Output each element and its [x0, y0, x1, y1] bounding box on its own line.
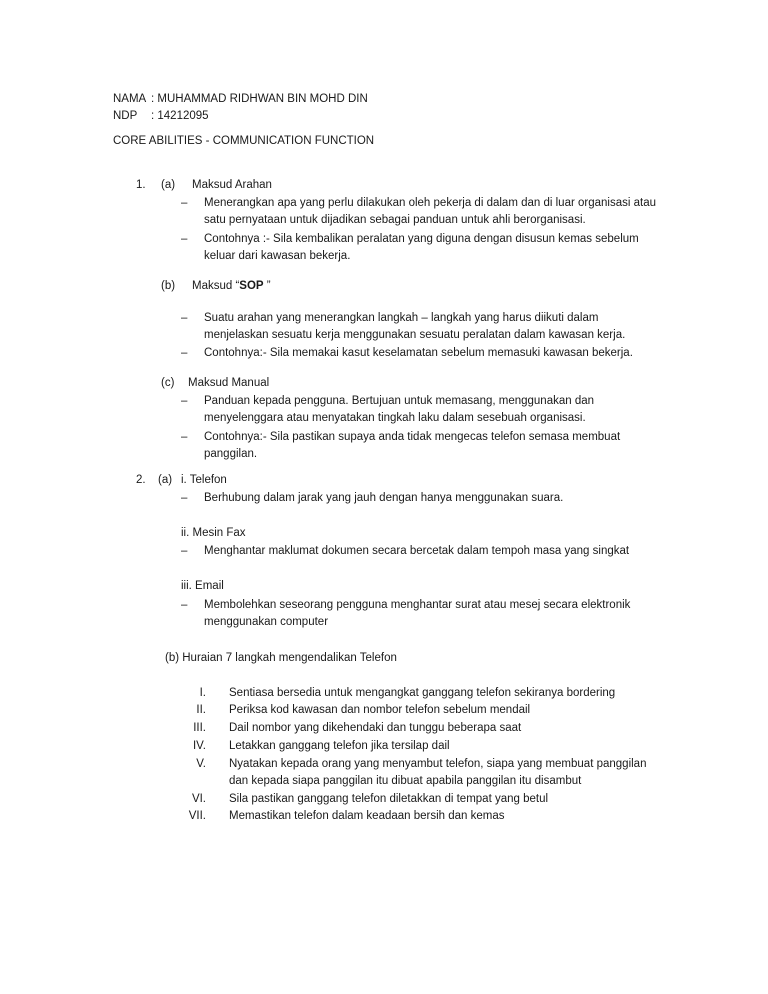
step-text: Dail nombor yang dikehendaki dan tunggu beberapa saat	[229, 722, 522, 734]
q2-number: 2.	[136, 474, 146, 486]
step-text: Sentiasa bersedia untuk mengangkat ganggang telefon sekiranya bordering	[229, 687, 616, 699]
step-text: Sila pastikan ganggang telefon diletakkan di tempat yang betul	[229, 793, 549, 805]
q1c-bullet1-line2: menyelenggara atau menyatakan tingkah laku dalam sesebuah organisasi.	[204, 412, 586, 424]
q1c-bullet1-line1: Panduan kepada pengguna. Bertujuan untuk memasang, menggunakan dan	[204, 395, 595, 407]
step-number: IV.	[192, 740, 206, 752]
q1a-bullet1-line1: Menerangkan apa yang perlu dilakukan oleh pekerja di dalam dan di luar organisasi atau	[204, 197, 656, 209]
q1b-bullet1-line1: Suatu arahan yang menerangkan langkah – langkah yang harus diikuti dalam	[204, 312, 599, 324]
q2a-iii-bullet1-line1: Membolehkan seseorang pengguna menghantar surat atau mesej secara elektronik	[204, 599, 631, 611]
bullet-dash: –	[181, 492, 188, 504]
q1a-title-bold: Arahan	[234, 179, 272, 191]
bullet-dash: –	[181, 197, 188, 209]
bullet-dash: –	[181, 347, 188, 359]
step-text: dan kepada siapa panggilan itu dibuat apabila panggilan itu disambut	[229, 775, 582, 787]
q1a-bullet2-line1: Contohnya :- Sila kembalikan peralatan yang diguna dengan disusun kemas sebelum	[204, 233, 639, 245]
q1a-title-prefix: Maksud	[192, 179, 233, 191]
bullet-dash: –	[181, 312, 188, 324]
bullet-dash: –	[181, 599, 188, 611]
q1b-title-bold: SOP	[239, 280, 264, 292]
q2a-ii-bullet1: Menghantar maklumat dokumen secara bercetak dalam tempoh masa yang singkat	[204, 545, 630, 557]
q1a-bullet1-line2: satu pernyataan untuk dijadikan sebagai panduan untuk ahli berorganisasi.	[204, 214, 586, 226]
step-number: III.	[193, 722, 206, 734]
q1a-title	[192, 178, 272, 192]
q2a-i-bullet1: Berhubung dalam jarak yang jauh dengan hanya menggunakan suara.	[204, 492, 564, 504]
step-number: I.	[199, 687, 206, 699]
q2a-iii-bullet1-line2: menggunakan computer	[204, 616, 329, 628]
q2a-i-title: i. Telefon	[181, 474, 227, 486]
step-text: Memastikan telefon dalam keadaan bersih dan kemas	[229, 810, 505, 822]
bullet-dash: –	[181, 545, 188, 557]
step-text: Periksa kod kawasan dan nombor telefon sebelum mendail	[229, 704, 531, 716]
q1a-mark: (a)	[161, 179, 176, 191]
q1-number: 1.	[136, 179, 146, 191]
q2a-ii-title: ii. Mesin Fax	[181, 527, 246, 539]
q1c-bullet2-line1: Contohnya:- Sila pastikan supaya anda tidak mengecas telefon semasa membuat	[204, 431, 621, 443]
bullet-dash: –	[181, 233, 188, 245]
step-number: VI.	[191, 793, 206, 805]
bullet-dash: –	[181, 395, 188, 407]
step-number: VII.	[188, 810, 206, 822]
core-abilities-title: CORE ABILITIES - COMMUNICATION FUNCTION	[113, 135, 375, 147]
step-text: Nyatakan kepada orang yang menyambut telefon, siapa yang membuat panggilan	[229, 758, 647, 770]
q1c-bullet2-line2: panggilan.	[204, 448, 258, 460]
ndp-label: NDP	[113, 110, 138, 122]
q1a-bullet2-line2: keluar dari kawasan bekerja.	[204, 250, 351, 262]
nama-label: NAMA	[113, 93, 147, 105]
step-text: Letakkan ganggang telefon jika tersilap dail	[229, 740, 450, 752]
q1b-title-suffix: ”	[266, 280, 271, 292]
step-number: II.	[196, 704, 206, 716]
q1c-title: Maksud Manual	[188, 377, 270, 389]
q1b-title-prefix: Maksud “	[192, 280, 240, 292]
bullet-dash: –	[181, 431, 188, 443]
step-number: V.	[196, 758, 206, 770]
ndp-value: : 14212095	[151, 110, 209, 122]
q2b-title: (b) Huraian 7 langkah mengendalikan Telefon	[165, 652, 397, 664]
q1b-title	[192, 279, 271, 293]
q2a-mark: (a)	[158, 474, 173, 486]
q1c-mark: (c)	[161, 377, 175, 389]
q1b-mark: (b)	[161, 280, 176, 292]
q2a-iii-title: iii. Email	[181, 580, 224, 592]
q1b-bullet2-line1: Contohnya:- Sila memakai kasut keselamatan sebelum memasuki kawasan bekerja.	[204, 347, 633, 359]
q1b-bullet1-line2: menjelaskan sesuatu kerja menggunakan sesuatu peralatan dalam kawasan kerja.	[204, 329, 626, 341]
nama-value: : MUHAMMAD RIDHWAN BIN MOHD DIN	[151, 93, 368, 105]
